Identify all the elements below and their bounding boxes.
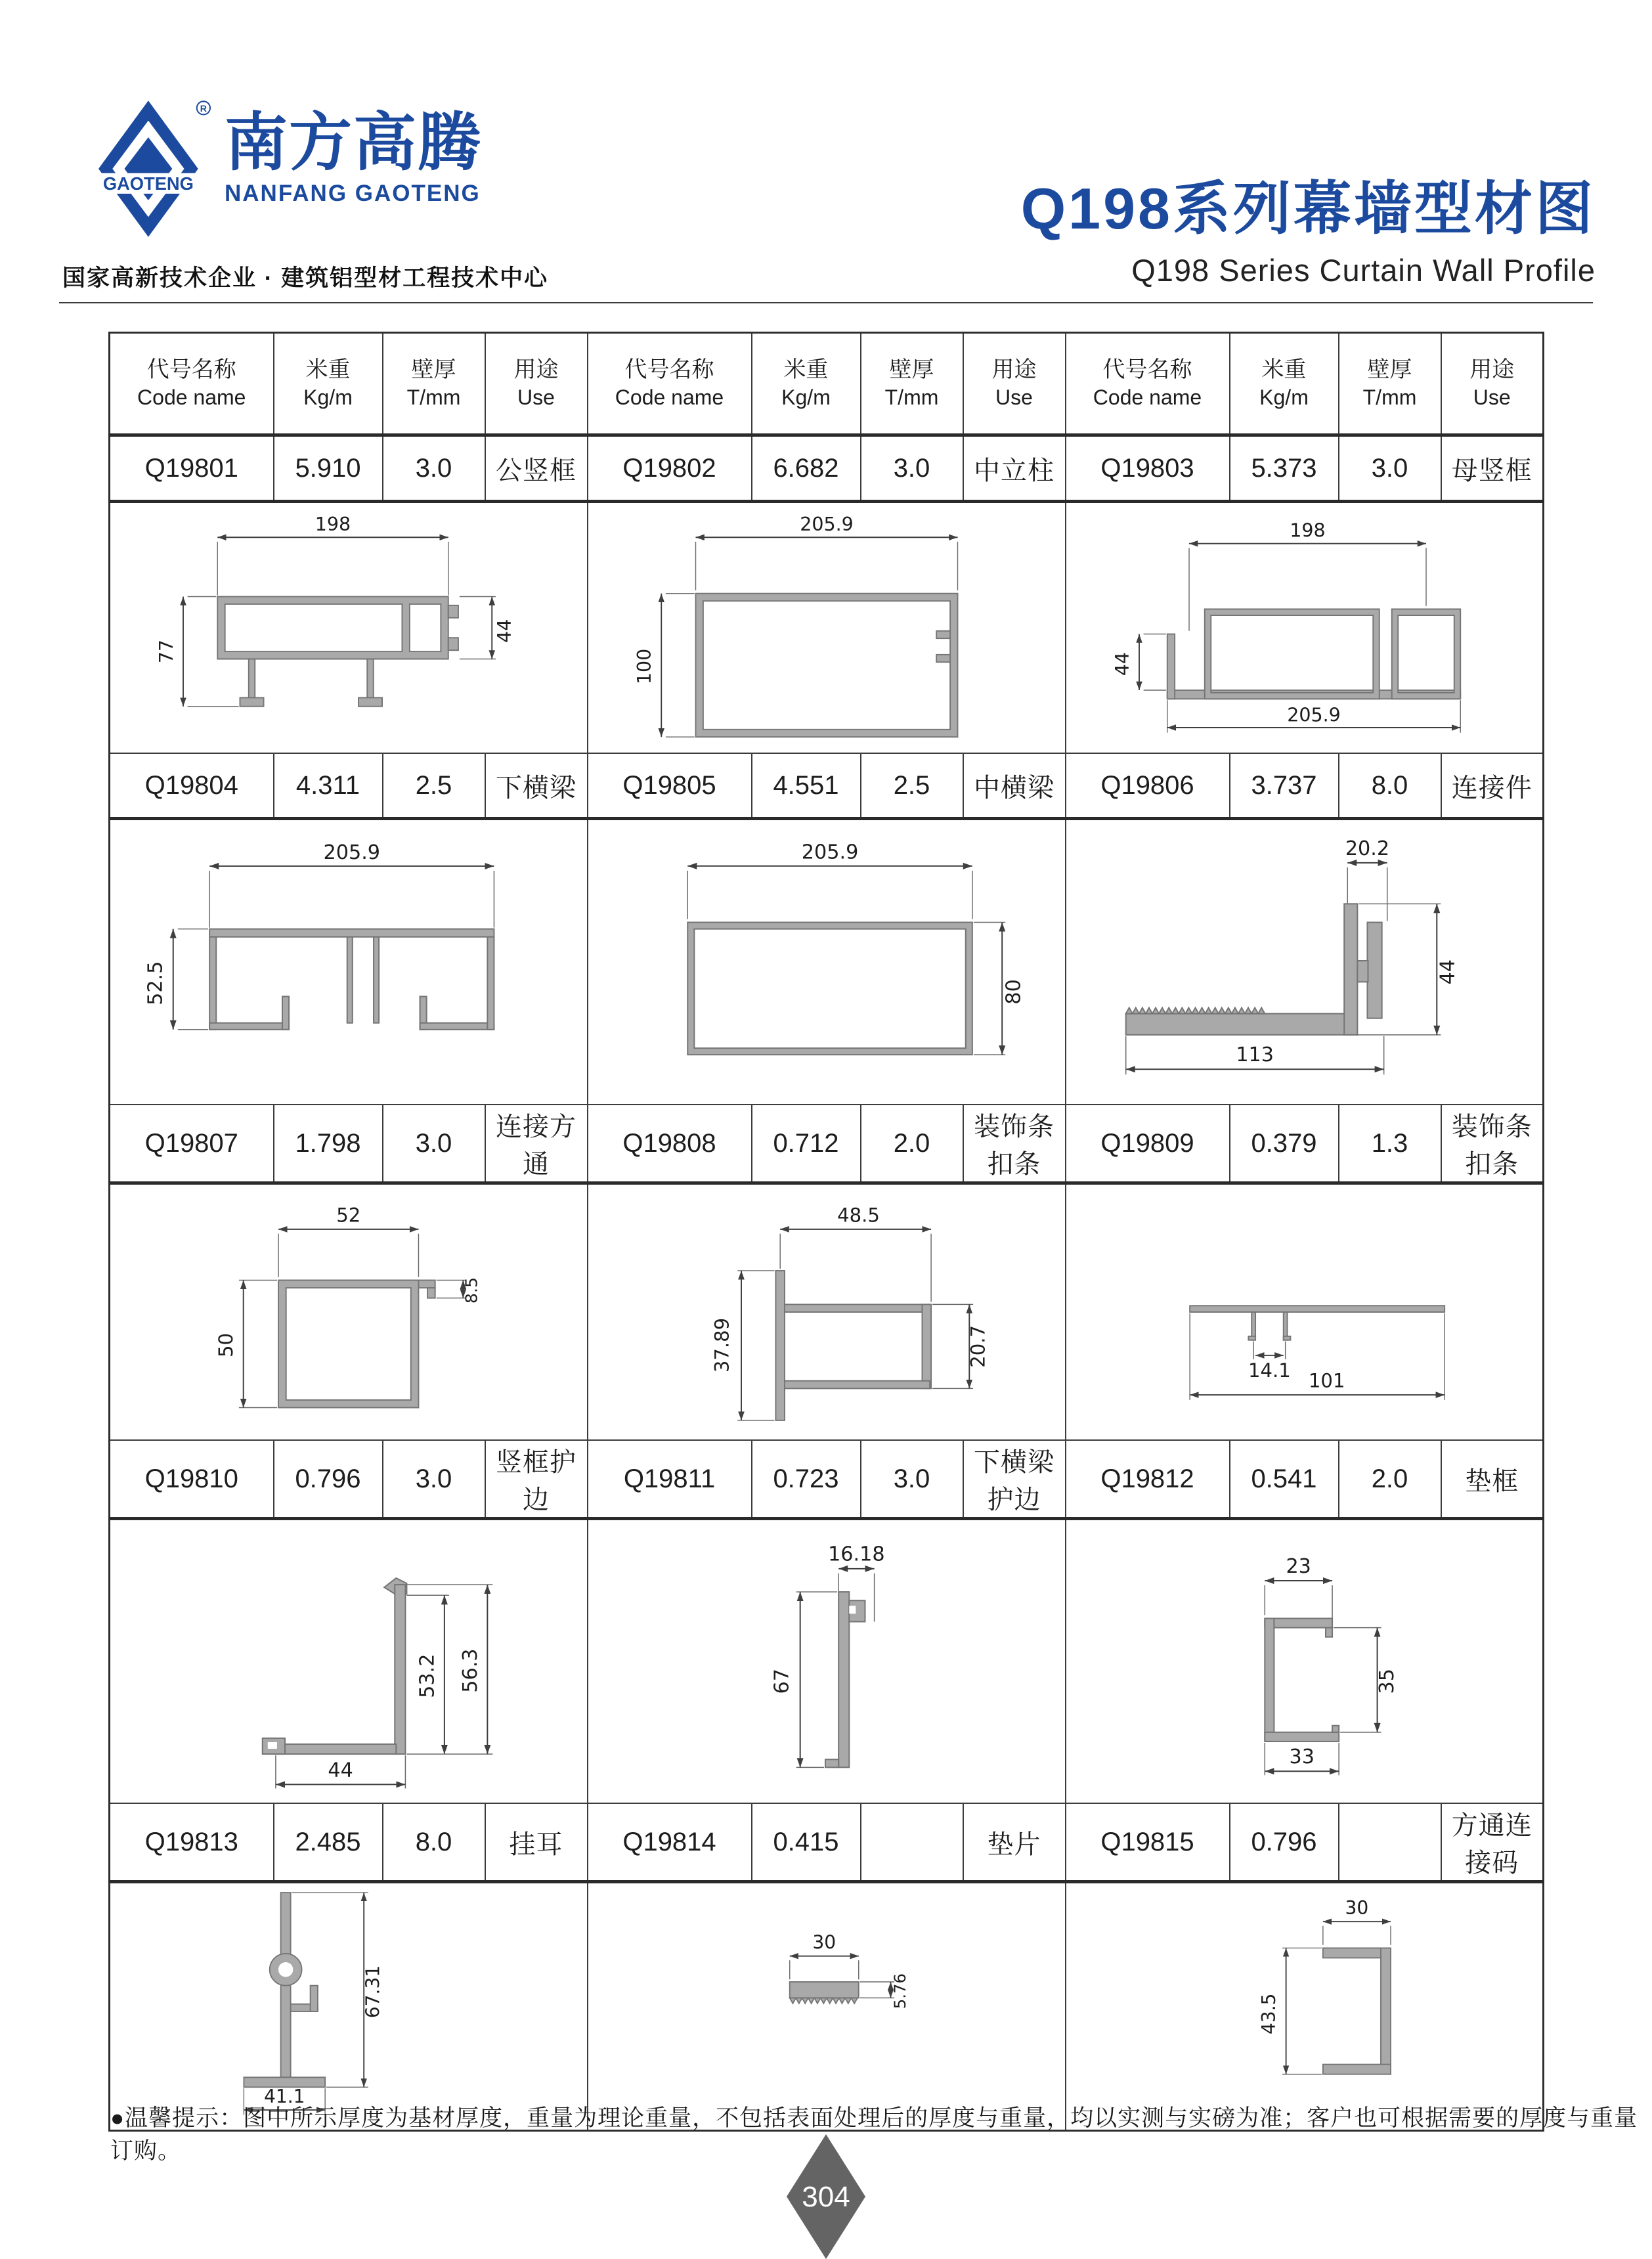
logo-text: GAOTENG [102,173,194,194]
dim-label: 44 [493,619,515,643]
profile-code: Q19805 [588,753,752,819]
dim-label: 33 [1288,1745,1315,1769]
col-header-use: 用途 Use [1441,333,1544,435]
profile-thickness: 2.0 [1339,1440,1441,1519]
profile-use: 挂耳 [485,1803,588,1882]
profile-drawing-Q19802 [588,502,1066,754]
company-tagline: 国家高新技术企业 · 建筑铝型材工程技术中心 [62,265,549,291]
profile-use: 下横梁 [485,753,588,819]
col-header-use: 用途 Use [485,333,588,435]
col-header-weight: 米重 Kg/m [274,333,383,435]
col-header-thickness: 壁厚 T/mm [383,333,485,435]
profile-weight: 6.682 [752,435,861,502]
profile-table [108,332,1544,2132]
dim-label: 80 [1001,979,1025,1005]
col-header-use: 用途 Use [963,333,1066,435]
table-row [110,1105,1544,1183]
profile-weight: 2.485 [274,1803,383,1882]
dim-label: 41.1 [263,2085,305,2107]
profile-weight: 5.373 [1230,435,1339,502]
dim-label: 20.7 [967,1325,989,1368]
col-header-code: 代号名称 Code name [1066,333,1230,435]
dim-label: 35 [1375,1669,1399,1694]
profile-use: 中立柱 [963,435,1066,502]
gaoteng-logo [98,97,211,240]
profile-thickness: 2.5 [383,753,485,819]
profile-drawing-Q19801 [110,502,588,754]
profile-weight: 1.798 [274,1105,383,1183]
profile-use: 母竖框 [1441,435,1544,502]
profile-drawing-Q19807 [110,1183,588,1441]
header-divider [59,302,1593,303]
page-number: 304 [802,2181,850,2213]
profile-drawing-Q19805 [588,819,1066,1105]
profile-use: 连接方通 [485,1105,588,1183]
profile-thickness: 3.0 [1339,435,1441,502]
col-header-code: 代号名称 Code name [110,333,274,435]
profile-use: 下横梁护边 [963,1440,1066,1519]
dim-label: 44 [328,1759,353,1782]
profile-thickness: 3.0 [383,435,485,502]
profile-weight: 0.796 [1230,1803,1339,1882]
profile-code: Q19809 [1066,1105,1230,1183]
profile-weight: 0.712 [752,1105,861,1183]
dim-label: 205.9 [799,513,854,535]
profile-drawing-Q19804 [110,819,588,1105]
dim-label: 198 [315,513,351,535]
dim-label: 113 [1235,1043,1274,1067]
dim-label: 52.5 [144,961,167,1005]
dim-label: 37.89 [710,1317,733,1373]
dim-label: 77 [155,639,177,664]
table-row [110,435,1544,502]
profile-drawing-Q19814 [588,1882,1066,2131]
dim-label: 16.18 [827,1543,885,1566]
profile-weight: 0.541 [1230,1440,1339,1519]
drawing-row [110,502,1544,754]
profile-weight: 0.723 [752,1440,861,1519]
profile-weight: 4.311 [274,753,383,819]
profile-code: Q19801 [110,435,274,502]
brand-name-cn: 南方高腾 [225,108,482,178]
col-header-weight: 米重 Kg/m [752,333,861,435]
table-row [110,1440,1544,1519]
profile-use: 公竖框 [485,435,588,502]
profile-thickness [861,1803,963,1882]
footer-note [110,2100,1652,2166]
profile-code: Q19806 [1066,753,1230,819]
drawing-row [110,1882,1544,2131]
profile-use: 中横梁 [963,753,1066,819]
profile-weight: 5.910 [274,435,383,502]
profile-code: Q19815 [1066,1803,1230,1882]
col-header-code: 代号名称 Code name [588,333,752,435]
dim-label: 205.9 [801,841,858,864]
profile-thickness [1339,1803,1441,1882]
dim-label: 44 [1435,959,1459,985]
dim-label: 14.1 [1248,1359,1291,1382]
profile-thickness: 2.5 [861,753,963,819]
profile-drawing-Q19811 [588,1519,1066,1804]
dim-label: 48.5 [837,1204,880,1227]
dim-label: 67 [770,1669,794,1694]
dim-label: 8.5 [462,1277,481,1304]
profile-thickness: 8.0 [383,1803,485,1882]
profile-weight: 0.796 [274,1440,383,1519]
profile-drawing-Q19806 [1066,819,1544,1105]
profile-thickness: 8.0 [1339,753,1441,819]
profile-code: Q19813 [110,1803,274,1882]
profile-code: Q19807 [110,1105,274,1183]
col-header-thickness: 壁厚 T/mm [1339,333,1441,435]
profile-weight: 3.737 [1230,753,1339,819]
brand-block [225,110,482,207]
brand-name-en: NANFANG GAOTENG [225,180,481,206]
page-title-cn: Q198系列幕墙型材图 [1020,176,1596,241]
dim-label: 30 [812,1931,836,1954]
profile-use: 垫框 [1441,1440,1544,1519]
title-block [1021,163,1596,288]
drawing-row [110,1519,1544,1804]
profile-drawing-Q19810 [110,1519,588,1804]
dim-label: 43.5 [1257,1993,1280,2035]
table-row [110,1803,1544,1882]
dim-label: 56.3 [459,1648,483,1693]
profile-thickness: 1.3 [1339,1105,1441,1183]
drawing-row [110,819,1544,1105]
dim-label: 44 [1111,651,1133,676]
dim-label: 67.31 [362,1965,384,2019]
profile-thickness: 3.0 [861,435,963,502]
note-bullet: ● [110,2105,125,2131]
profile-weight: 4.551 [752,753,861,819]
profile-code: Q19810 [110,1440,274,1519]
registered-mark-letter: R [200,103,207,114]
dim-label: 205.9 [323,841,381,864]
profile-drawing-Q19815 [1066,1882,1544,2131]
profile-use: 连接件 [1441,753,1544,819]
dim-label: 53.2 [416,1654,439,1698]
profile-use: 竖框护边 [485,1440,588,1519]
profile-code: Q19804 [110,753,274,819]
profile-use: 方通连接码 [1441,1803,1544,1882]
col-header-weight: 米重 Kg/m [1230,333,1339,435]
profile-code: Q19803 [1066,435,1230,502]
profile-drawing-Q19808 [588,1183,1066,1441]
dim-label: 101 [1308,1369,1345,1392]
dim-label: 20.2 [1345,837,1389,860]
table-header-row [110,333,1544,435]
profile-code: Q19811 [588,1440,752,1519]
profile-thickness: 3.0 [383,1440,485,1519]
table-row [110,753,1544,819]
page-number-badge [787,2134,865,2259]
profile-drawing-Q19812 [1066,1519,1544,1804]
drawing-row [110,1183,1544,1441]
profile-code: Q19808 [588,1105,752,1183]
profile-use: 装饰条扣条 [1441,1105,1544,1183]
profile-thickness: 3.0 [383,1105,485,1183]
profile-weight: 0.379 [1230,1105,1339,1183]
dim-label: 100 [633,648,655,685]
dim-label: 52 [336,1204,361,1227]
profile-thickness: 2.0 [861,1105,963,1183]
profile-weight: 0.415 [752,1803,861,1882]
dim-label: 30 [1345,1897,1368,1919]
dim-label: 5.76 [890,1973,909,2009]
profile-thickness: 3.0 [861,1440,963,1519]
dim-label: 23 [1285,1554,1311,1578]
profile-code: Q19812 [1066,1440,1230,1519]
col-header-thickness: 壁厚 T/mm [861,333,963,435]
profile-use: 装饰条扣条 [963,1105,1066,1183]
profile-code: Q19802 [588,435,752,502]
profile-drawing-Q19813 [110,1882,588,2131]
profile-code: Q19814 [588,1803,752,1882]
note-text: 温馨提示：图中所示厚度为基材厚度，重量为理论重量，不包括表面处理后的厚度与重量，均以实测与实磅为准；客户也可根据需要的厚度与重量订购。 [110,2105,1638,2164]
dim-label: 198 [1289,519,1326,542]
profile-drawing-Q19809 [1066,1183,1544,1441]
page-title-en: Q198 Series Curtain Wall Profile [1131,253,1596,288]
dim-label: 205.9 [1286,704,1341,726]
profile-drawing-Q19803 [1066,502,1544,754]
profile-use: 垫片 [963,1803,1066,1882]
dim-label: 50 [215,1332,238,1357]
